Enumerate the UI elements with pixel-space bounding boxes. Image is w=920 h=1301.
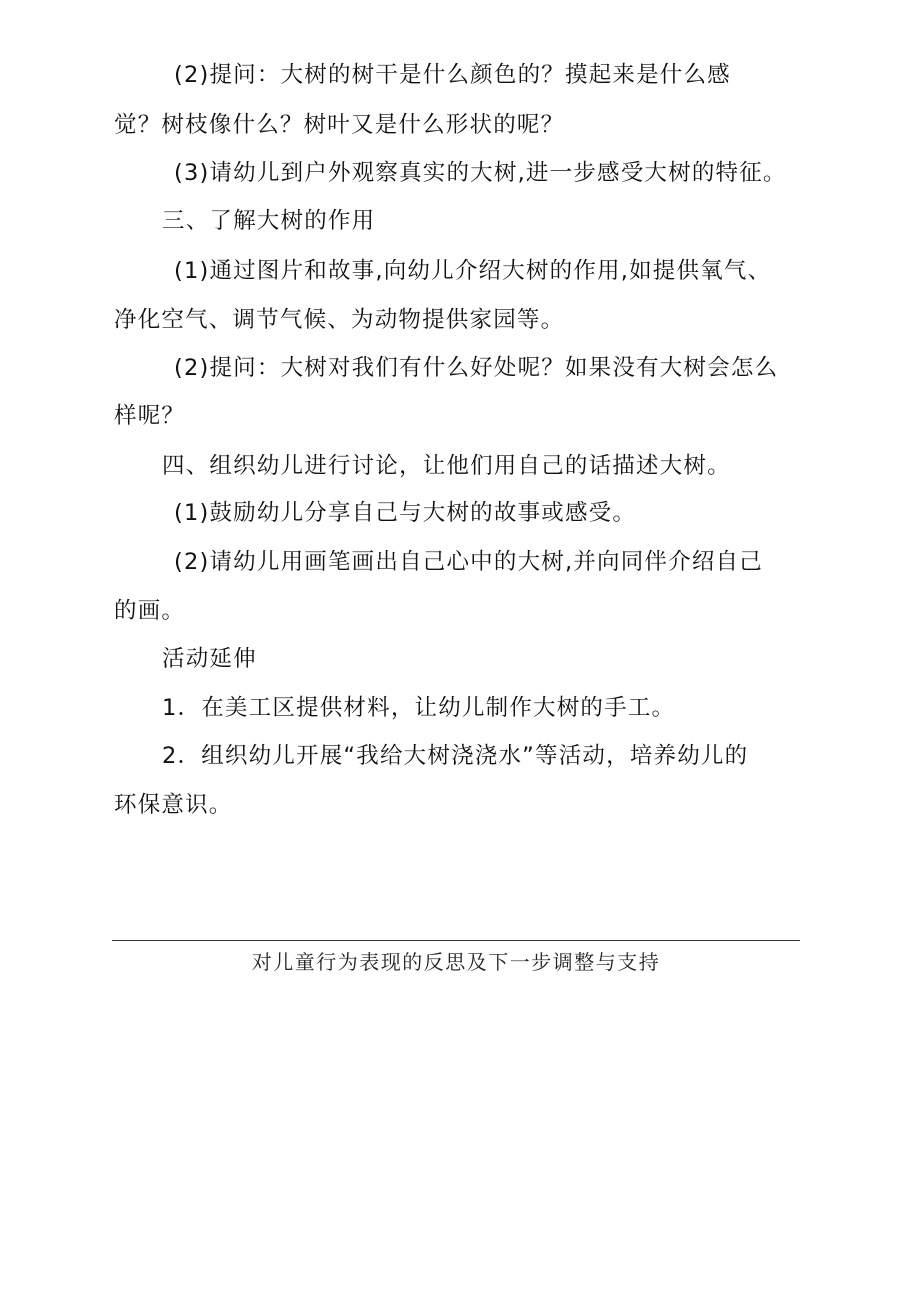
footer-divider xyxy=(112,940,800,941)
extension-item-2: 2．组织幼儿开展“我给大树浇浇水”等活动，培养幼儿的 xyxy=(162,743,749,769)
extension-item-1: 1．在美工区提供材料，让幼儿制作大树的手工。 xyxy=(162,695,676,721)
text-line-12: 的画。 xyxy=(114,598,186,624)
text-line-11: (2)请幼儿用画笔画出自己心中的大树,并向同伴介绍自己 xyxy=(174,549,763,575)
footer-caption: 对儿童行为表现的反思及下一步调整与支持 xyxy=(251,950,661,974)
text-line-6: 净化空气、调节气候、为动物提供家园等。 xyxy=(114,307,565,333)
text-line-16: 环保意识。 xyxy=(114,792,233,818)
section-heading-4: 四、组织幼儿进行讨论，让他们用自己的话描述大树。 xyxy=(162,453,731,479)
activity-extension-heading: 活动延伸 xyxy=(162,646,257,672)
text-line-5: (1)通过图片和故事,向幼儿介绍大树的作用,如提供氧气、 xyxy=(174,258,772,284)
text-line-7: (2)提问：大树对我们有什么好处呢？如果没有大树会怎么 xyxy=(174,355,779,381)
text-line-8: 样呢？ xyxy=(114,403,186,429)
text-line-2: 觉？树枝像什么？树叶又是什么形状的呢？ xyxy=(114,112,565,138)
section-heading-3: 三、了解大树的作用 xyxy=(162,208,376,234)
text-line-10: (1)鼓励幼儿分享自己与大树的故事或感受。 xyxy=(174,500,637,526)
text-line-1: (2)提问：大树的树干是什么颜色的？摸起来是什么感 xyxy=(174,62,731,88)
text-line-3: (3)请幼儿到户外观察真实的大树,进一步感受大树的特征。 xyxy=(174,160,787,186)
